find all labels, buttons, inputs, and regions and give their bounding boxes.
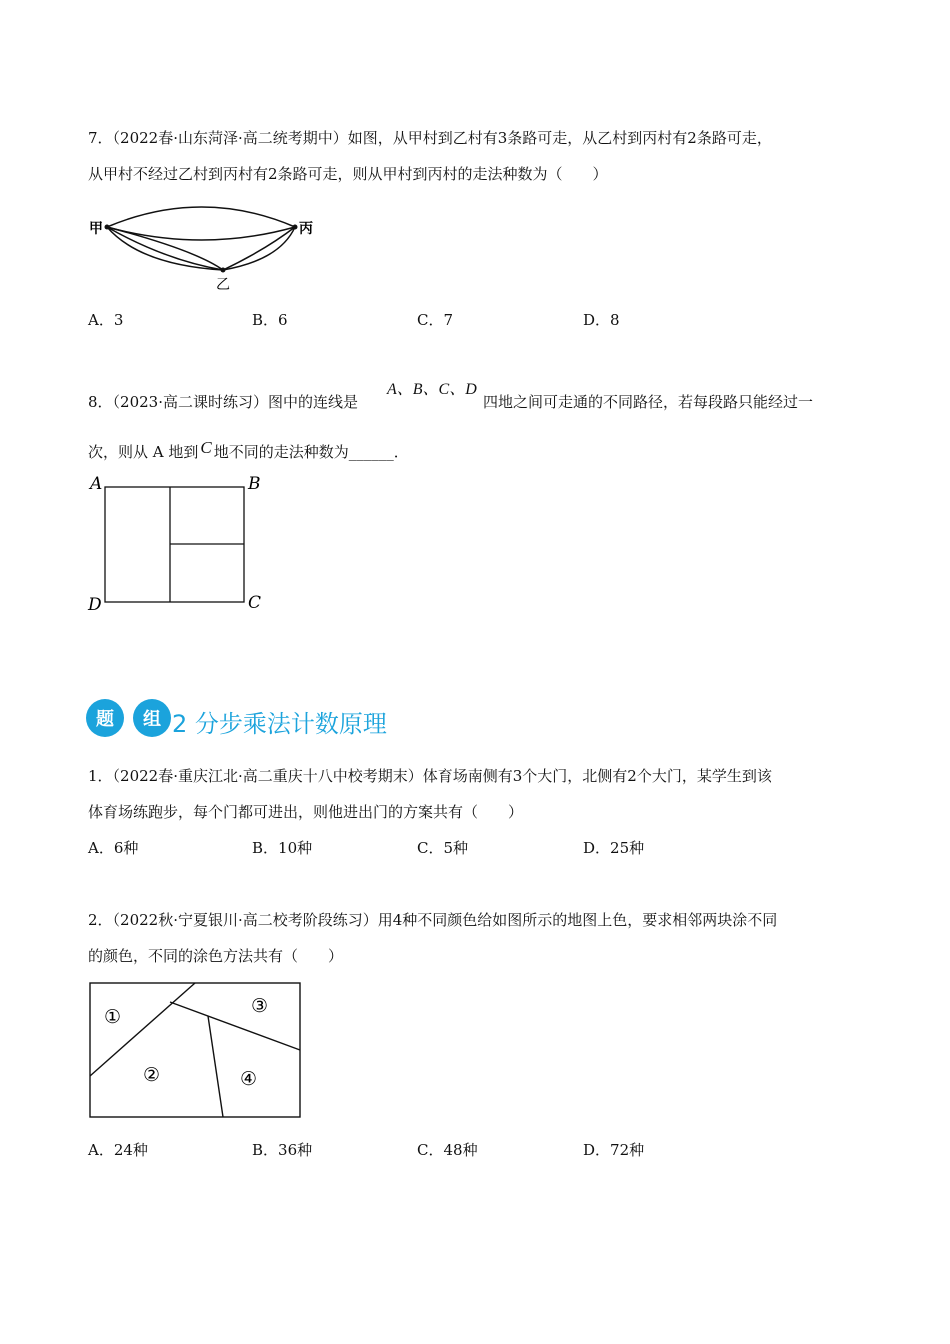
s2-option-b[interactable]: B．36种 [252,1141,313,1159]
section-title: 2 分步乘法计数原理 [172,710,387,738]
s2-region-1: ① [104,1006,122,1028]
s1-text-line1: 体育场南侧有3个大门，北侧有2个大门，某学生到该 [422,767,772,785]
s1-option-b[interactable]: B．10种 [252,839,313,857]
s2-region-3: ③ [251,995,269,1017]
section-badge-ti: 题 [86,699,124,737]
q7-option-a[interactable]: A．3 [88,311,124,329]
q7-option-b[interactable]: B．6 [252,311,288,329]
q8-text2: 四地之间可走通的不同路径，若每段路只能经过一 [483,393,814,411]
s2-region-4: ④ [240,1068,258,1090]
q8-number: 8． [88,393,113,411]
q8-label-c: C [248,593,262,613]
q7-line2: 从甲村不经过乙村到丙村有2条路可走，则从甲村到丙村的走法种数为（ ） [88,165,608,183]
s1-option-a[interactable]: A．6种 [88,839,139,857]
q7-number: 7． [88,129,113,147]
s2-source: （2022秋·宁夏银川·高二校考阶段练习） [112,911,378,929]
s2-number: 2． [88,911,113,929]
q8-letter-c: C [200,438,212,457]
q8-label-d: D [88,595,102,615]
q7-source: （2022春·山东菏泽·高二统考期中） [112,129,348,147]
s1-option-d[interactable]: D．25种 [583,839,645,857]
q8-line2 [88,438,409,462]
q7-line1 [88,128,772,148]
q8-line2-a: 次，则从 A 地到 [88,443,199,461]
s2-option-c[interactable]: C．48种 [417,1141,478,1159]
q8-source: （2023·高二课时练习） [112,393,268,411]
s1-source: （2022春·重庆江北·高二重庆十八中校考期末） [112,767,423,785]
s2-option-d[interactable]: D．72种 [583,1141,645,1159]
section-badge-zu: 组 [133,699,171,737]
s2-option-a[interactable]: A．24种 [88,1141,148,1159]
s2-line2: 的颜色，不同的涂色方法共有（ ） [88,947,344,965]
s1-line2: 体育场练跑步，每个门都可进出，则他进出门的方案共有（ ） [88,803,524,821]
s2-text-line1: 用4种不同颜色给如图所示的地图上色，要求相邻两块涂不同 [377,911,778,929]
s2-region-2: ② [143,1064,161,1086]
q8-text1: 图中的连线是 [268,393,359,411]
q7-option-c[interactable]: C．7 [417,311,454,329]
s1-line1 [88,766,772,786]
q7-label-jia: 甲 [89,221,103,237]
s2-line1 [88,910,777,930]
q8-line1 [88,392,358,412]
s1-number: 1． [88,767,113,785]
q7-figure [85,205,325,295]
q8-label-b: B [248,474,261,494]
q8-label-a: A [90,474,103,494]
q8-points-label: A、B、C、D [387,381,477,398]
s2-figure [88,980,304,1120]
q8-figure [85,470,275,620]
q7-label-yi: 乙 [216,277,230,293]
q7-text-line1: 如图，从甲村到乙村有3条路可走，从乙村到丙村有2条路可走， [347,129,772,147]
q7-label-bing: 丙 [299,221,313,237]
q7-option-d[interactable]: D．8 [583,311,620,329]
s1-option-c[interactable]: C．5种 [417,839,469,857]
q8-line2-b: 地不同的走法种数为______． [213,443,409,461]
